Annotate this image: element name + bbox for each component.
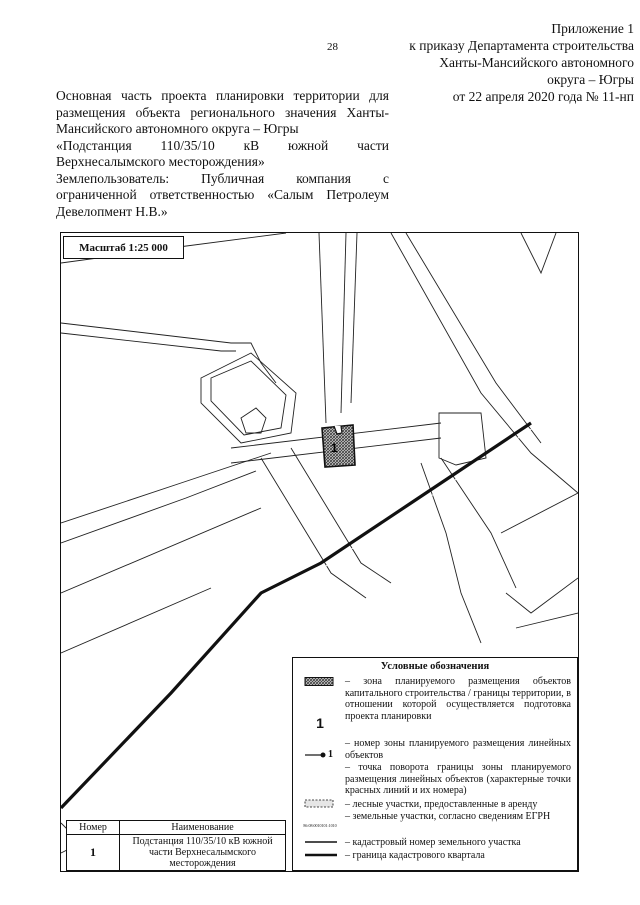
intro-line: Мансийского автономного округа – Югры bbox=[56, 121, 299, 136]
appendix-line: Приложение 1 bbox=[551, 21, 634, 36]
column-header-name: Наименование bbox=[120, 821, 286, 835]
parcel-outline bbox=[516, 613, 578, 628]
table-header-row bbox=[67, 821, 286, 835]
legend-title: Условные обозначения bbox=[380, 661, 490, 672]
parcel-outline bbox=[291, 448, 391, 583]
page-number: 28 bbox=[327, 41, 338, 53]
intro-line: Землепользователь: Публичная компания с bbox=[56, 170, 389, 186]
parcel-outline bbox=[61, 333, 236, 351]
legend-box bbox=[292, 657, 578, 871]
parcel-outline bbox=[441, 458, 516, 588]
road-vertical bbox=[351, 233, 357, 403]
legend-text: – точка поворота границы зоны планируемого размещения линейных объектов (характерные точки красных линий и их номера) bbox=[345, 762, 571, 796]
legend-text: – земельные участки, согласно сведениям ЕГРН bbox=[345, 811, 551, 822]
legend-text: – граница кадастрового квартала bbox=[345, 850, 485, 861]
column-header-number: Номер bbox=[67, 821, 120, 835]
parcel-outline bbox=[506, 578, 578, 613]
intro-line: размещения объекта регионального значения Ханты- bbox=[56, 104, 389, 120]
legend-item bbox=[293, 762, 577, 796]
parcel-outline bbox=[61, 508, 261, 593]
parcel-outline bbox=[241, 408, 266, 433]
appendix-block bbox=[409, 20, 634, 105]
parcel-outline bbox=[201, 353, 296, 443]
table-row bbox=[67, 835, 286, 871]
legend-text: – лесные участки, предоставленные в аренду bbox=[345, 799, 538, 810]
parcel-outline bbox=[261, 458, 366, 598]
legend-text: – зона планируемого размещения объектов капитального строительства / границы территории, в отношении которой осуществляется подготовка проекта планировки bbox=[345, 676, 571, 722]
legend-item bbox=[293, 715, 577, 734]
parcel-outline bbox=[521, 233, 556, 273]
turn-point-icon bbox=[299, 750, 341, 760]
object-number: 1 bbox=[67, 835, 120, 871]
parcel-outline bbox=[501, 493, 578, 533]
cadastral-number-symbol: 86:08:0010101:1010 bbox=[303, 823, 337, 828]
objects-table bbox=[66, 820, 286, 871]
parcel-outline bbox=[61, 588, 211, 653]
intro-line: Верхнесалымского месторождения» bbox=[56, 154, 265, 169]
road-vertical bbox=[319, 233, 326, 423]
parcel-line-symbol bbox=[299, 839, 341, 845]
road-left bbox=[61, 453, 271, 523]
scale-label: Масштаб 1:25 000 bbox=[63, 236, 184, 259]
intro-line: Основная часть проекта планировки территории для bbox=[56, 88, 389, 103]
object-name: Подстанция 110/35/10 кВ южной части Верхнесалымского месторождения bbox=[120, 835, 286, 871]
document-intro bbox=[56, 88, 389, 220]
appendix-line: от 22 апреля 2020 года № 11-нп bbox=[452, 89, 634, 104]
appendix-line: округа – Югры bbox=[547, 72, 634, 87]
turn-point-symbol bbox=[299, 750, 341, 760]
legend-text: – кадастровый номер земельного участка bbox=[345, 837, 521, 848]
parcel-outline bbox=[61, 323, 276, 383]
legend-item bbox=[293, 799, 577, 811]
parcel-outline bbox=[406, 233, 541, 443]
intro-line: «Подстанция 110/35/10 кВ южной части bbox=[56, 137, 389, 153]
road-vertical bbox=[341, 233, 346, 413]
intro-line: ограниченной ответственностью «Салым Петролеум bbox=[56, 187, 389, 202]
zone-number-symbol: 1 bbox=[316, 715, 324, 731]
road-left bbox=[61, 471, 256, 543]
turn-point-number: 1 bbox=[328, 749, 333, 760]
legend-item bbox=[293, 837, 577, 849]
appendix-line: к приказу Департамента строительства bbox=[409, 38, 634, 53]
zone-marker: 1 bbox=[331, 441, 338, 455]
legend-item bbox=[293, 850, 577, 862]
intro-line: Девелопмент Н.В.» bbox=[56, 203, 168, 219]
legend-text: – номер зоны планируемого размещения линейных объектов bbox=[345, 738, 571, 761]
forest-plot-symbol bbox=[299, 799, 341, 809]
hatch-zone-symbol bbox=[299, 677, 341, 687]
legend-item bbox=[293, 811, 577, 833]
quarter-line-symbol bbox=[299, 852, 341, 858]
appendix-line: Ханты-Мансийского автономного bbox=[439, 55, 634, 70]
